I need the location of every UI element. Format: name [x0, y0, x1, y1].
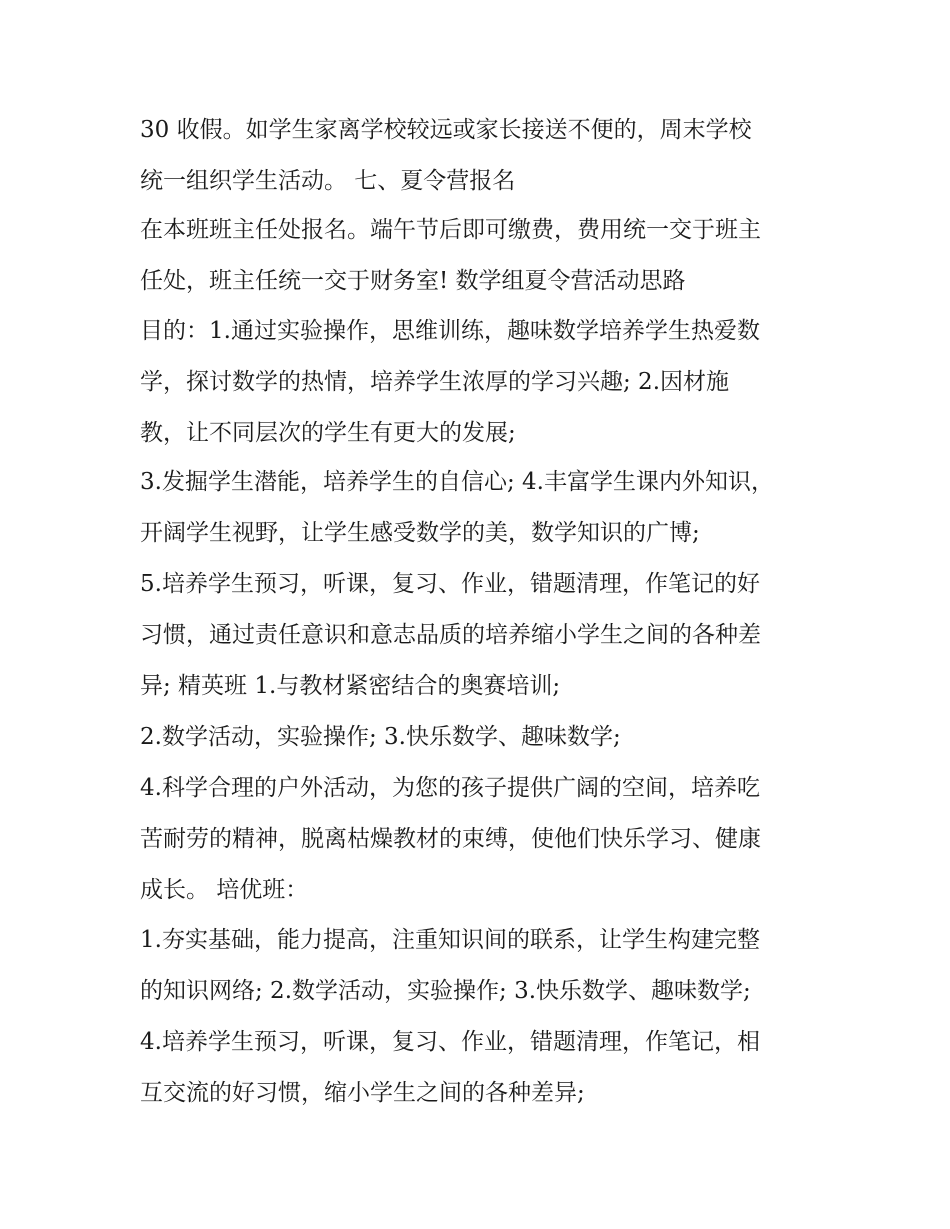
- text-line: 在本班班主任处报名。端午节后即可缴费，费用统一交于班主: [140, 217, 761, 243]
- text-line: 学，探讨数学的热情，培养学生浓厚的学习兴趣; 2.因材施: [140, 369, 730, 395]
- text-line: 目的：1.通过实验操作，思维训练，趣味数学培养学生热爱数: [140, 318, 760, 344]
- text-line: 30 收假。如学生家离学校较远或家长接送不便的，周末学校: [140, 117, 752, 143]
- text-line: 互交流的好习惯，缩小学生之间的各种差异;: [140, 1080, 585, 1106]
- text-line: 1.夯实基础，能力提高，注重知识间的联系，让学生构建完整: [140, 927, 760, 953]
- text-line: 3.发掘学生潜能，培养学生的自信心; 4.丰富学生课内外知识，: [140, 469, 774, 495]
- text-line: 异; 精英班 1.与教材紧密结合的奥赛培训;: [140, 673, 561, 699]
- text-line: 开阔学生视野，让学生感受数学的美，数学知识的广博;: [140, 520, 700, 546]
- text-line: 任处，班主任统一交于财务室! 数学组夏令营活动思路: [140, 268, 686, 294]
- text-line: 4.科学合理的户外活动，为您的孩子提供广阔的空间，培养吃: [140, 775, 760, 801]
- text-line: 4.培养学生预习，听课，复习、作业，错题清理，作笔记，相: [140, 1029, 760, 1055]
- text-line: 成长。 培优班：: [140, 877, 309, 903]
- text-line: 习惯，通过责任意识和意志品质的培养缩小学生之间的各种差: [140, 622, 761, 648]
- text-line: 5.培养学生预习，听课，复习、作业，错题清理，作笔记的好: [140, 571, 760, 597]
- text-line: 的知识网络; 2.数学活动，实验操作; 3.快乐数学、趣味数学;: [140, 978, 751, 1004]
- text-line: 统一组织学生活动。 七、夏令营报名: [140, 168, 516, 194]
- text-line: 苦耐劳的精神，脱离枯燥教材的束缚，使他们快乐学习、健康: [140, 826, 761, 852]
- text-line: 教，让不同层次的学生有更大的发展;: [140, 420, 516, 446]
- text-line: 2.数学活动，实验操作; 3.快乐数学、趣味数学;: [140, 724, 621, 750]
